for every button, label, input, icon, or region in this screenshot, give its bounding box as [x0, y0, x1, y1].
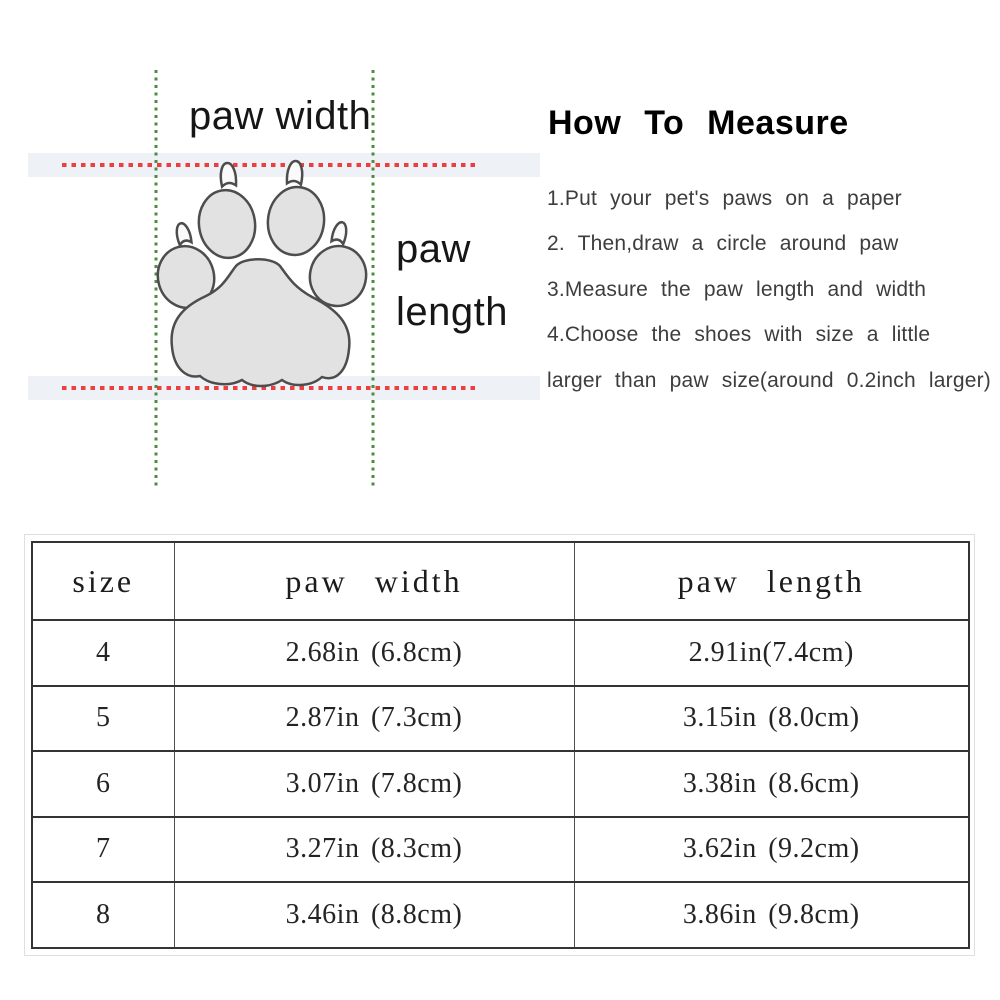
size-column-header: size	[32, 542, 174, 620]
size-cell: 5	[32, 686, 174, 752]
paw-claw	[331, 221, 349, 245]
howto-steps	[547, 176, 991, 404]
paw-length-label	[396, 218, 508, 344]
howto-step-4: 4.Choose the shoes with size a little	[547, 323, 931, 347]
howto-step-3: 3.Measure the paw length and width	[547, 277, 927, 301]
table-row	[32, 817, 969, 883]
table-row	[32, 620, 969, 686]
table-row	[32, 751, 969, 817]
paw-width-cell: 3.27in (8.3cm)	[174, 817, 574, 883]
paw-width-column-header: paw width	[174, 542, 574, 620]
paw-length-column-header: paw length	[574, 542, 969, 620]
size-cell: 8	[32, 882, 174, 948]
paw-width-label: paw width	[189, 94, 372, 138]
table-row	[32, 882, 969, 948]
howto-title: How To Measure	[548, 104, 849, 142]
table-row	[32, 686, 969, 752]
paw-toe-pad	[195, 186, 260, 261]
howto-step-2: 2. Then,draw a circle around paw	[547, 232, 899, 256]
size-cell: 6	[32, 751, 174, 817]
paw-length-cell: 3.15in (8.0cm)	[574, 686, 969, 752]
paw-width-cell: 2.68in (6.8cm)	[174, 620, 574, 686]
paw-length-cell: 3.62in (9.2cm)	[574, 817, 969, 883]
paw-width-cell: 3.07in (7.8cm)	[174, 751, 574, 817]
paw-print-icon	[151, 160, 372, 386]
howto-step-4-continued: larger than paw size(around 0.2inch larger)	[547, 368, 991, 392]
size-chart	[31, 541, 968, 949]
paw-length-label-line2: length	[396, 290, 508, 334]
paw-length-cell: 3.86in (9.8cm)	[574, 882, 969, 948]
size-cell: 4	[32, 620, 174, 686]
howto-step-1: 1.Put your pet's paws on a paper	[547, 186, 902, 210]
size-chart-table	[31, 541, 970, 949]
paw-length-label-line1: paw	[396, 227, 471, 271]
paw-width-cell: 3.46in (8.8cm)	[174, 882, 574, 948]
paw-length-cell: 3.38in (8.6cm)	[574, 751, 969, 817]
table-header-row	[32, 542, 969, 620]
size-cell: 7	[32, 817, 174, 883]
paw-claw	[174, 222, 192, 246]
paw-length-cell: 2.91in(7.4cm)	[574, 620, 969, 686]
paw-toe-pad	[264, 184, 328, 258]
paw-width-cell: 2.87in (7.3cm)	[174, 686, 574, 752]
